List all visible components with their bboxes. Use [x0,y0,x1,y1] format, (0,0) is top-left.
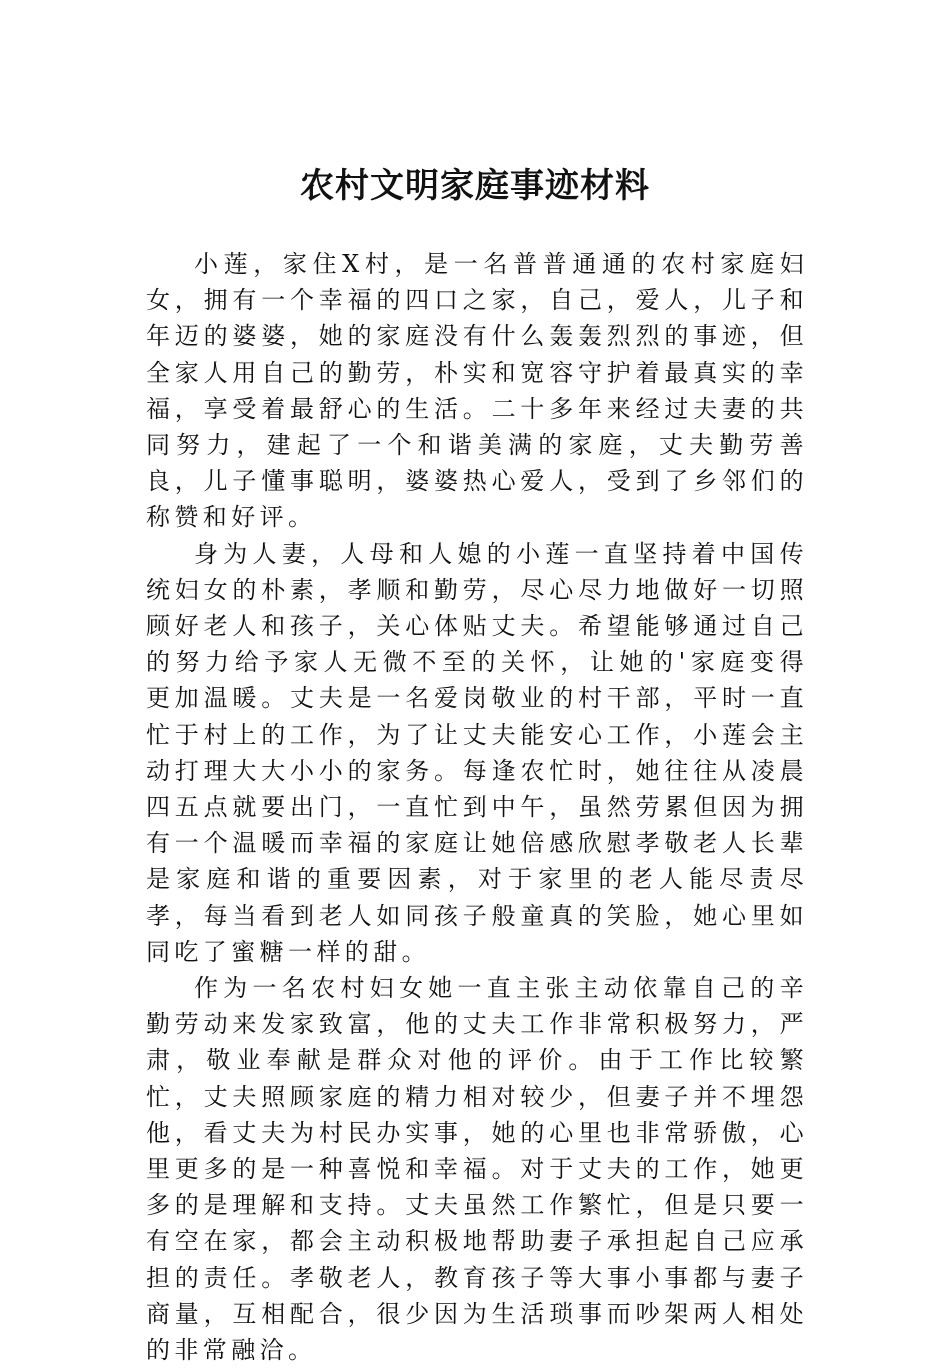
paragraph-3: 作为一名农村妇女她一直主张主动依靠自己的辛勤劳动来发家致富，他的丈夫工作非常积极努力，严肃，敬业奉献是群众对他的评价。由于工作比较繁忙，丈夫照顾家庭的精力相对较少，但妻子并不埋怨他，看丈夫为村民办实事，她的心里也非常骄傲，心里更多的是一种喜悦和幸福。对于丈夫的工作，她更多的是理解和支持。丈夫虽然工作繁忙，但是只要一有空在家，都会主动积极地帮助妻子承担起自己应承担的责任。孝敬老人，教育孩子等大事小事都与妻子商量，互相配合，很少因为生活琐事而吵架两人相处的非常融洽。 [146,974,808,1365]
paragraph-1: 小莲，家住X村，是一名普普通通的农村家庭妇女，拥有一个幸福的四口之家，自己，爱人，儿子和年迈的婆婆，她的家庭没有什么轰轰烈烈的事迹，但全家人用自己的勤劳，朴实和宽容守护着最真实的幸福，享受着最舒心的生活。二十多年来经过夫妻的共同努力，建起了一个和谐美满的家庭，丈夫勤劳善良，儿子懂事聪明，婆婆热心爱人，受到了乡邻们的称赞和好评。 [146,250,808,532]
document-body [146,246,808,1368]
document-title: 农村文明家庭事迹材料 [300,166,650,206]
paragraph-2: 身为人妻，人母和人媳的小莲一直坚持着中国传统妇女的朴素，孝顺和勤劳，尽心尽力地做好一切照顾好老人和孩子，关心体贴丈夫。希望能够通过自己的努力给予家人无微不至的关怀，让她的'家庭变得更加温暖。丈夫是一名爱岗敬业的村干部，平时一直忙于村上的工作，为了让丈夫能安心工作，小莲会主动打理大大小小的家务。每逢农忙时，她往往从凌晨四五点就要出门，一直忙到中午，虽然劳累但因为拥有一个温暖而幸福的家庭让她倍感欣慰孝敬老人长辈是家庭和谐的重要因素，对于家里的老人能尽责尽孝，每当看到老人如同孩子般童真的笑脸，她心里如同吃了蜜糖一样的甜。 [146,539,808,966]
